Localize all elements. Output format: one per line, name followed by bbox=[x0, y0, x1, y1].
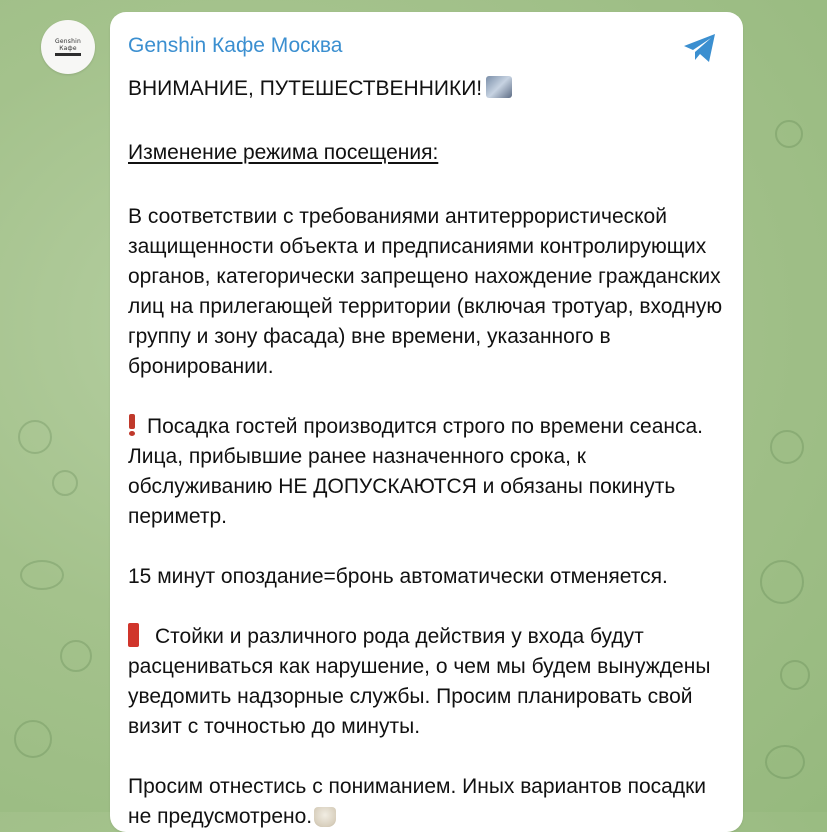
message-paragraph: Просим отнестись с пониманием. Иных вариантов посадки не предусмотрено. bbox=[128, 775, 706, 828]
channel-name[interactable]: Genshin Кафе Москва bbox=[128, 34, 343, 57]
message-paragraph: 15 минут опоздание=бронь автоматически отменяется. bbox=[128, 565, 668, 588]
message-paragraph: Стойки и различного рода действия у входа будут расцениваться как нарушение, о чем мы будем вынуждены уведомить надзорные службы. Просим планировать свой визит с точностью до минуты. bbox=[128, 625, 711, 738]
sticker-emoji-icon bbox=[314, 807, 336, 827]
wallpaper-doodle bbox=[770, 430, 804, 464]
red-marker-icon bbox=[128, 623, 139, 647]
message-paragraph-line bbox=[128, 772, 728, 832]
wallpaper-doodle bbox=[765, 745, 805, 779]
avatar-logo-text: Кафе bbox=[59, 45, 77, 52]
message-heading-line bbox=[128, 74, 728, 104]
message-paragraph: В соответствии с требованиями антитеррористической защищенности объекта и предписаниями контролирующих органов, категорически запрещено нахождение гражданских лиц на прилегающей территории (включая тротуар, входную группу и зону фасада) вне времени, указанного в бронировании. bbox=[128, 205, 723, 378]
message-heading: ВНИМАНИЕ, ПУТЕШЕСТВЕННИКИ! bbox=[128, 77, 483, 100]
message-paragraph-line bbox=[128, 622, 728, 742]
wallpaper-doodle bbox=[760, 560, 804, 604]
avatar-logo-bar bbox=[55, 53, 81, 56]
wallpaper-doodle bbox=[18, 420, 52, 454]
wallpaper-doodle bbox=[14, 720, 52, 758]
wallpaper-doodle bbox=[20, 560, 64, 590]
wallpaper-doodle bbox=[52, 470, 78, 496]
wallpaper-doodle bbox=[60, 640, 92, 672]
message-text bbox=[128, 74, 728, 832]
message-subtitle: Изменение режима посещения: bbox=[128, 141, 439, 164]
avatar-logo-text: Genshin bbox=[55, 38, 81, 45]
character-emoji-icon bbox=[486, 76, 512, 98]
channel-avatar[interactable] bbox=[41, 20, 95, 74]
wallpaper-doodle bbox=[775, 120, 803, 148]
message-paragraph: Посадка гостей производится строго по времени сеанса. Лица, прибывшие ранее назначенного срока, к обслуживанию НЕ ДОПУСКАЮТСЯ и обязаны покинуть периметр. bbox=[128, 415, 704, 528]
telegram-paper-plane-icon[interactable] bbox=[682, 32, 718, 64]
message-bubble bbox=[110, 12, 743, 832]
message-paragraph-line bbox=[128, 412, 728, 532]
exclamation-icon bbox=[128, 414, 135, 436]
wallpaper-doodle bbox=[780, 660, 810, 690]
